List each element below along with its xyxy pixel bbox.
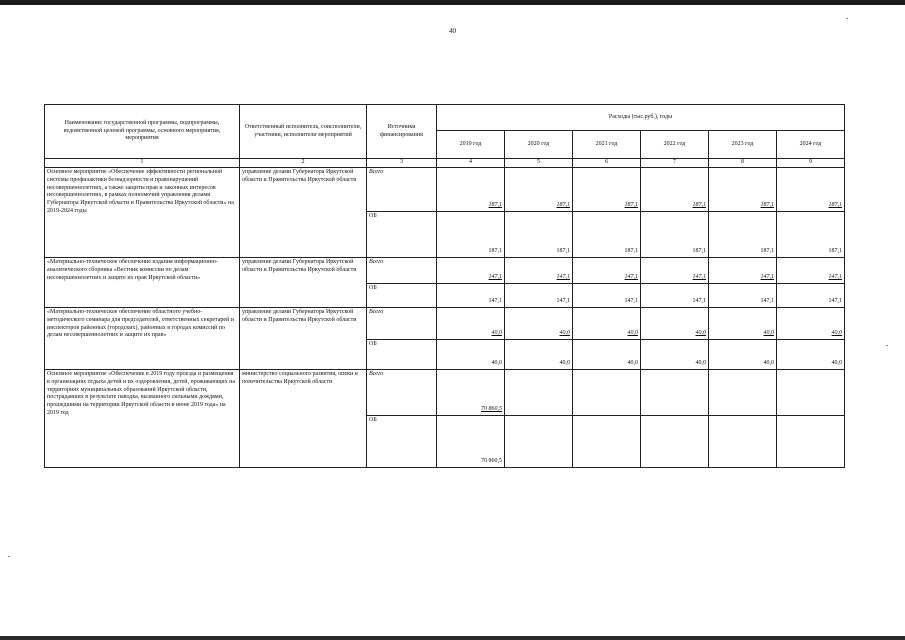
total-label: Всего	[367, 258, 437, 284]
total-value	[709, 370, 777, 416]
source-value: 147,1	[437, 284, 505, 308]
source-value: 147,1	[777, 284, 845, 308]
column-number: 6	[573, 159, 641, 168]
source-label: ОБ	[367, 416, 437, 468]
column-number: 3	[367, 159, 437, 168]
activity-executor: управление делами Губернатора Иркутской области и Правительства Иркутской области	[240, 308, 367, 370]
header-year: 2019 год	[437, 131, 505, 159]
source-value	[709, 416, 777, 468]
source-value: 187,1	[437, 212, 505, 258]
source-label: ОБ	[367, 212, 437, 258]
column-number: 7	[641, 159, 709, 168]
scan-speck	[846, 18, 848, 19]
source-value: 147,1	[573, 284, 641, 308]
budget-table	[44, 104, 845, 468]
source-value: 70 860,5	[437, 416, 505, 468]
total-label: Всего	[367, 308, 437, 340]
source-value: 40,0	[709, 340, 777, 370]
total-value: 40,0	[573, 308, 641, 340]
activity-executor: министерство социального развития, опеки и попечительства Иркутской области	[240, 370, 367, 468]
total-value: 187,1	[777, 168, 845, 212]
source-value: 147,1	[709, 284, 777, 308]
column-number: 2	[240, 159, 367, 168]
header-year: 2020 год	[505, 131, 573, 159]
source-value: 40,0	[777, 340, 845, 370]
source-value: 187,1	[573, 212, 641, 258]
total-value: 147,1	[777, 258, 845, 284]
total-value	[777, 370, 845, 416]
source-value: 40,0	[641, 340, 709, 370]
total-value	[641, 370, 709, 416]
column-number: 4	[437, 159, 505, 168]
source-value	[777, 416, 845, 468]
source-value: 147,1	[641, 284, 709, 308]
source-value: 40,0	[573, 340, 641, 370]
total-value: 187,1	[709, 168, 777, 212]
header-year: 2023 год	[709, 131, 777, 159]
activity-executor: управление делами Губернатора Иркутской области и Правительства Иркутской области	[240, 258, 367, 308]
source-label: ОБ	[367, 340, 437, 370]
header-year: 2021 год	[573, 131, 641, 159]
source-value: 40,0	[505, 340, 573, 370]
source-value	[573, 416, 641, 468]
bottom-scan-border	[0, 636, 905, 640]
header-expenses: Расходы (тыс.руб.), годы	[437, 105, 845, 131]
total-value: 40,0	[777, 308, 845, 340]
total-value: 147,1	[641, 258, 709, 284]
total-value: 187,1	[505, 168, 573, 212]
column-number: 8	[709, 159, 777, 168]
table-row-total	[45, 258, 845, 284]
source-value: 40,0	[437, 340, 505, 370]
table-row-total	[45, 370, 845, 416]
column-number: 5	[505, 159, 573, 168]
activity-name: «Материально-техническое обеспечение областного учебно-методического семинара для председателей, ответственных секретарей и инспекторов районных (городских), районных в городах комиссий по делам несовершеннолетних и защите их прав»	[45, 308, 240, 370]
source-value: 187,1	[641, 212, 709, 258]
source-value: 147,1	[505, 284, 573, 308]
total-value: 70 860,5	[437, 370, 505, 416]
total-value: 187,1	[641, 168, 709, 212]
column-number: 1	[45, 159, 240, 168]
top-scan-border	[0, 0, 905, 5]
total-value	[505, 370, 573, 416]
source-value: 187,1	[777, 212, 845, 258]
total-value: 147,1	[709, 258, 777, 284]
total-value	[573, 370, 641, 416]
header-source: Источники финансирования	[367, 105, 437, 159]
total-value: 147,1	[437, 258, 505, 284]
header-year: 2024 год	[777, 131, 845, 159]
total-value: 147,1	[573, 258, 641, 284]
source-value	[505, 416, 573, 468]
activity-name: Основное мероприятие «Обеспечение эффективности региональной системы профилактики безнадзорности и правонарушений несовершеннолетних, а также защиты прав и законных интересов несовершеннолетних, в рамках полномочий управления делами Губернатора Иркутской области и Правительства Иркутской области» на 2019-2024 годы	[45, 168, 240, 258]
total-label: Всего	[367, 168, 437, 212]
scan-speck	[886, 345, 888, 346]
header-year: 2022 год	[641, 131, 709, 159]
total-value: 187,1	[573, 168, 641, 212]
header-name: Наименование государственной программы, подпрограммы, ведомственной целевой программы, основного мероприятия, мероприятия	[45, 105, 240, 159]
activity-name: Основное мероприятие «Обеспечение в 2019 году проезда и размещения в организациях отдыха детей и их оздоровления, детей, проживающих на территориях муниципальных образований Иркутской области, пострадавших в результате паводка, вызванного сильными дождями, прошедшими на территории Иркутской области в июне 2019 года» на 2019 год	[45, 370, 240, 468]
source-value: 187,1	[709, 212, 777, 258]
scan-speck	[8, 556, 10, 557]
page-number: 40	[449, 27, 456, 35]
activity-name: «Материально-техническое обеспечение издания информационно-аналитического сборника «Вестник комиссии по делам несовершеннолетних и защите их прав Иркутской области»	[45, 258, 240, 308]
source-value: 187,1	[505, 212, 573, 258]
total-value: 40,0	[505, 308, 573, 340]
total-value: 187,1	[437, 168, 505, 212]
total-label: Всего	[367, 370, 437, 416]
source-label: ОБ	[367, 284, 437, 308]
total-value: 147,1	[505, 258, 573, 284]
total-value: 40,0	[709, 308, 777, 340]
header-executor: Ответственный исполнитель, соисполнители, участники, исполнители мероприятий	[240, 105, 367, 159]
column-number: 9	[777, 159, 845, 168]
total-value: 40,0	[641, 308, 709, 340]
activity-executor: управление делами Губернатора Иркутской области и Правительства Иркутской области	[240, 168, 367, 258]
source-value	[641, 416, 709, 468]
table-row-total	[45, 168, 845, 212]
total-value: 40,0	[437, 308, 505, 340]
table-row-total	[45, 308, 845, 340]
